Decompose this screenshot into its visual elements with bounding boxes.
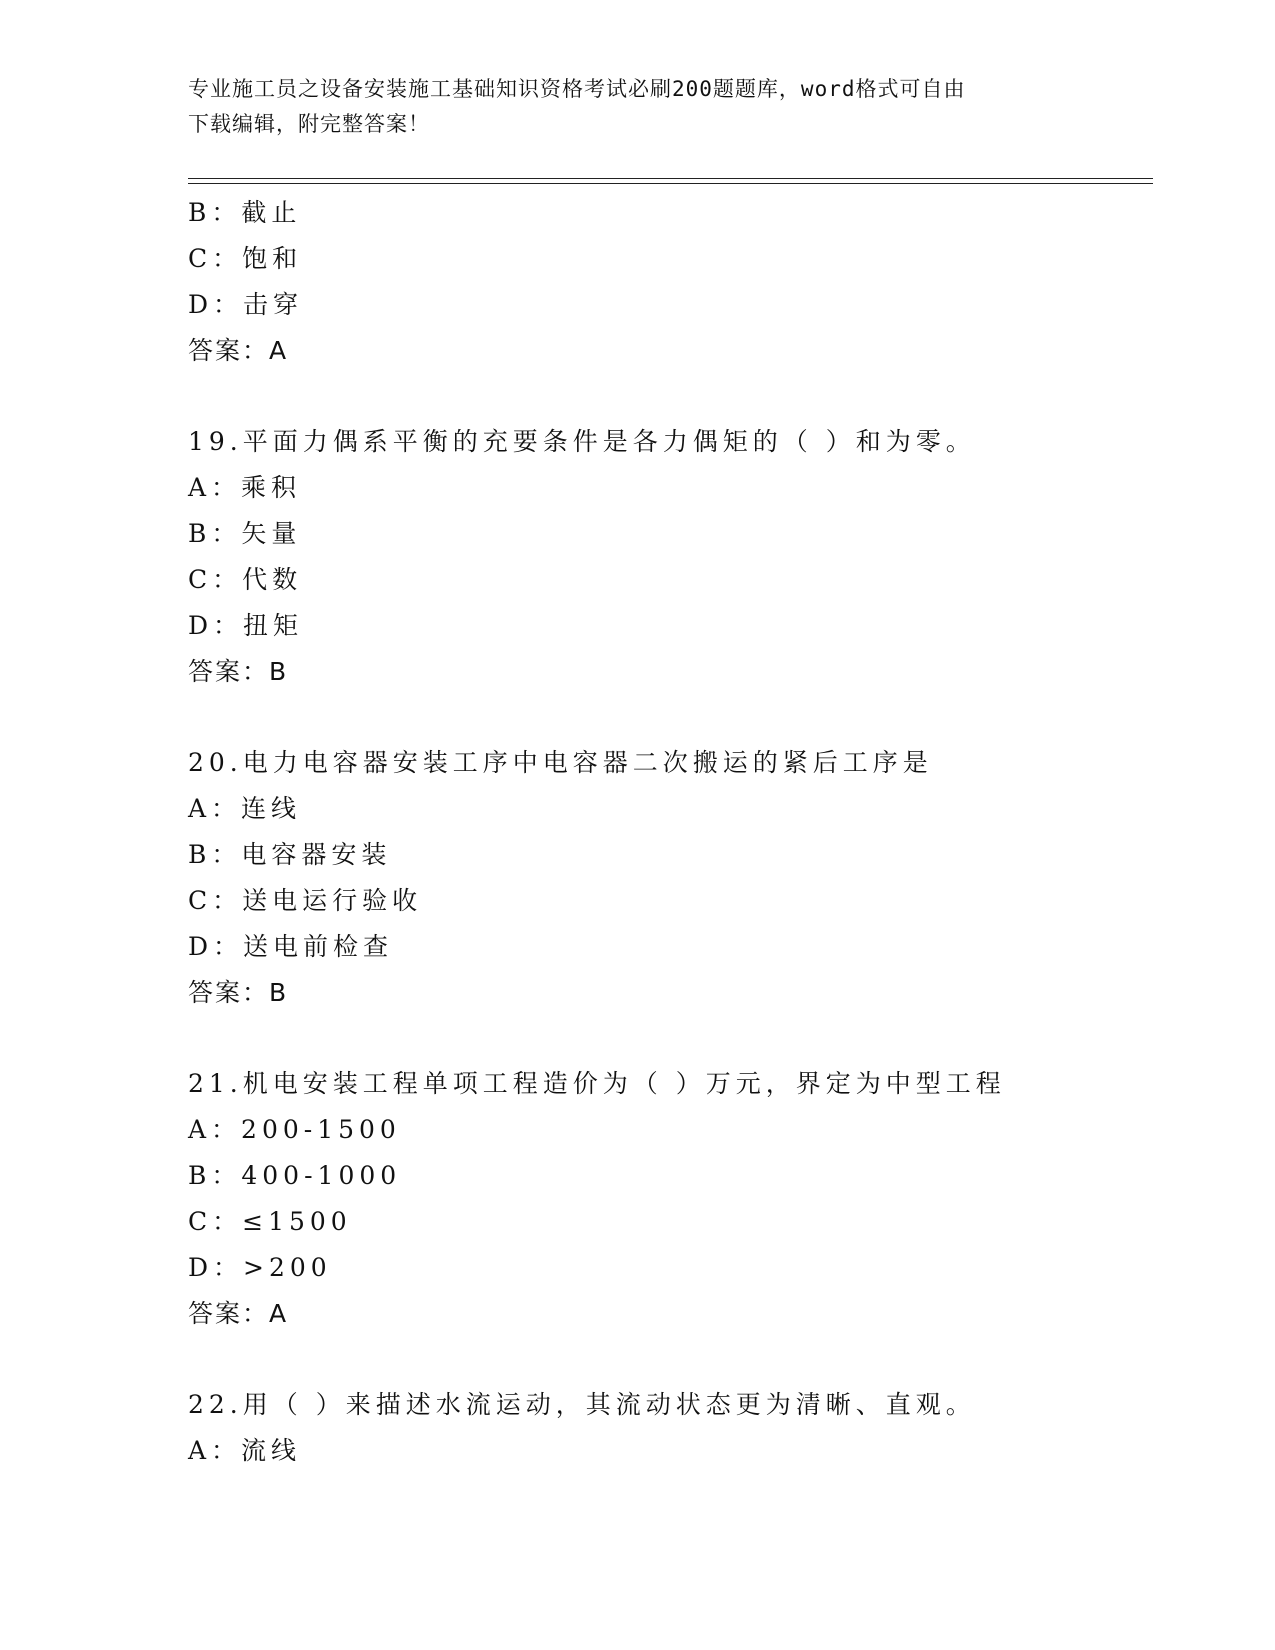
document-header <box>188 72 1068 142</box>
option-d: D：>200 <box>188 1253 332 1282</box>
question-stem: 21.机电安装工程单项工程造价为（ ）万元，界定为中型工程 <box>188 1069 1006 1098</box>
header-divider-bottom <box>188 183 1153 184</box>
question-18-continued <box>188 190 1153 374</box>
option-c: C：≤1500 <box>188 1207 352 1236</box>
question-list <box>188 190 1153 1474</box>
question-22 <box>188 1382 1153 1474</box>
option-c: C：送电运行验收 <box>188 886 423 915</box>
header-line-2: 下载编辑，附完整答案！ <box>188 112 430 136</box>
option-b: B：400-1000 <box>188 1161 402 1190</box>
question-stem: 22.用（ ）来描述水流运动，其流动状态更为清晰、直观。 <box>188 1390 976 1419</box>
header-line-1: 专业施工员之设备安装施工基础知识资格考试必刷200题题库，word格式可自由 <box>188 77 966 101</box>
answer-line: 答案：A <box>188 1299 289 1328</box>
option-a: A：流线 <box>188 1436 302 1465</box>
option-c: C：代数 <box>188 565 303 594</box>
answer-line: 答案：A <box>188 336 289 365</box>
option-a: A：连线 <box>188 794 302 823</box>
option-a: A：乘积 <box>188 473 302 502</box>
option-b: B：截止 <box>188 198 302 227</box>
option-c: C：饱和 <box>188 244 303 273</box>
option-d: D：送电前检查 <box>188 932 394 961</box>
option-a: A：200-1500 <box>188 1115 401 1144</box>
option-d: D：扭矩 <box>188 611 304 640</box>
question-stem: 19.平面力偶系平衡的充要条件是各力偶矩的（ ）和为零。 <box>188 427 976 456</box>
question-20 <box>188 740 1153 1016</box>
question-19 <box>188 419 1153 695</box>
answer-line: 答案：B <box>188 657 289 686</box>
question-21 <box>188 1061 1153 1337</box>
option-b: B：矢量 <box>188 519 302 548</box>
answer-line: 答案：B <box>188 978 289 1007</box>
option-b: B：电容器安装 <box>188 840 392 869</box>
option-d: D：击穿 <box>188 290 304 319</box>
question-stem: 20.电力电容器安装工序中电容器二次搬运的紧后工序是 <box>188 748 933 777</box>
header-divider-top <box>188 178 1153 179</box>
